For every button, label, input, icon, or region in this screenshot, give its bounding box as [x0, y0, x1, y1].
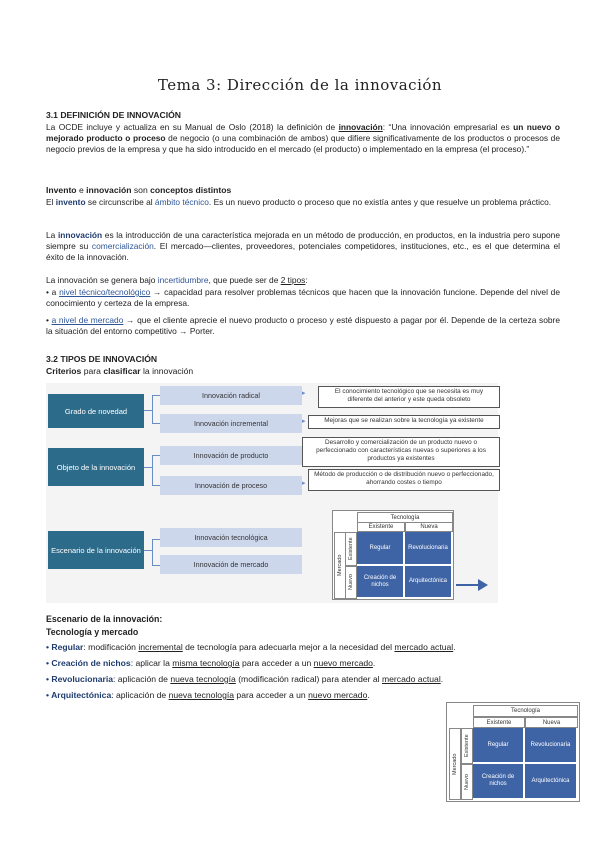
bullet-mercado: [46, 315, 560, 337]
bold-text: conceptos distintos: [150, 185, 232, 195]
matrix-small: [332, 510, 454, 600]
matrix-header-tecnologia: Tecnología: [473, 705, 578, 717]
text: → capacidad para resolver problemas técnicos que hacen que la innovación funcione. Depende del nivel de conocimiento y certeza de la empresa.: [46, 287, 560, 309]
innovation-term: innovación: [338, 122, 383, 132]
text: • a: [46, 287, 60, 297]
arrow-icon: ▸: [302, 480, 306, 487]
text: para: [81, 366, 104, 376]
text: .: [372, 658, 376, 668]
list-item-regular: • Regular: modificación incremental de tecnología para adecuarla mejor a la necesidad del mercado actual.: [46, 642, 456, 652]
connector: [152, 455, 160, 456]
text: , que puede ser de: [208, 275, 281, 285]
list-item-arquitectonica: • Arquitectónica: aplicación de nueva tecnología para acceder a un nuevo mercado.: [46, 690, 370, 700]
highlight-text: incertidumbre: [157, 275, 209, 285]
criterion-grado-novedad: Grado de novedad: [48, 394, 144, 428]
connector: [152, 455, 153, 485]
escenario-heading: Escenario de la innovación:: [46, 614, 163, 624]
arrow-line: [456, 584, 480, 586]
text: (modificación radical) para atender al: [235, 674, 382, 684]
highlight-text: comercialización: [91, 241, 154, 252]
connector: [144, 550, 152, 551]
text: de negocio (o una combinación de ambos) que difiere significativamente de los productos o procesos de negocio previos de la empresa y que ha sido introducido en el mercado (el producto) o implementado en la empresa (el proceso).”: [46, 133, 560, 155]
bold-text: un nuevo o mejorado producto o proceso: [46, 122, 560, 144]
highlight-text: nivel técnico/tecnológico: [59, 287, 151, 297]
term: Creación de nichos: [51, 658, 131, 668]
text: : modificación: [83, 642, 139, 652]
matrix-mercado-label: Mercado: [449, 728, 461, 800]
desc-proceso: Método de producción o de distribución nuevo o perfeccionado, ahorrando costes o tiempo: [308, 469, 500, 491]
matrix-mercado-label: Mercado: [334, 532, 346, 599]
connector: [152, 539, 160, 540]
incertidumbre-paragraph: [46, 275, 560, 286]
invento-paragraph: [46, 197, 560, 208]
bullet-tecnico: [46, 287, 560, 309]
innovacion-term: innovación: [57, 230, 103, 240]
matrix-header-nueva: Nueva: [405, 522, 453, 532]
text: .: [440, 674, 444, 684]
matrix-header-tecnologia: Tecnología: [357, 512, 453, 523]
criterios-subheading: [46, 366, 560, 376]
section-3-2-heading: 3.2 TIPOS DE INNOVACIÓN: [46, 354, 158, 364]
tecnologia-mercado-heading: Tecnología y mercado: [46, 627, 139, 637]
connector: [152, 539, 153, 565]
matrix-header-nueva: Nueva: [525, 717, 578, 728]
text: para acceder a un: [239, 658, 314, 668]
connector: [144, 410, 152, 411]
matrix-cell-revolucionaria: Revolucionaria: [525, 728, 576, 762]
highlight-text: ámbito técnico: [154, 197, 209, 207]
bold-text: clasificar: [103, 366, 141, 376]
bold-text: Invento: [46, 185, 77, 195]
text: la innovación: [140, 366, 194, 376]
term: Revolucionaria: [51, 674, 114, 684]
matrix-header-existente: Existente: [357, 522, 405, 532]
page-title: Tema 3: Dirección de la innovación: [157, 76, 443, 94]
text: : aplicar la: [130, 658, 173, 668]
text: .: [367, 690, 370, 700]
text: para acceder a un: [234, 690, 309, 700]
type-proceso: Innovación de proceso: [160, 476, 302, 495]
connector: [152, 395, 160, 396]
text: : aplicación de: [113, 674, 171, 684]
invento-term: invento: [55, 197, 86, 207]
text: .: [453, 642, 456, 652]
text: . Es un nuevo producto o proceso que no existía antes y que resuelve un problema práctico.: [208, 197, 552, 207]
term: Arquitectónica: [51, 690, 112, 700]
underlined-text: nuevo mercado: [308, 690, 368, 700]
underlined-text: mercado actual: [394, 642, 454, 652]
matrix-cell-arquitectonica: Arquitectónica: [525, 764, 576, 798]
invento-subheading: [46, 185, 560, 195]
underlined-text: nueva tecnología: [170, 674, 236, 684]
connector: [152, 395, 153, 423]
matrix-cell-nichos: Creación de nichos: [357, 566, 403, 597]
arrow-icon: ▸: [302, 418, 306, 425]
criterion-escenario: Escenario de la innovación: [48, 531, 144, 569]
type-tecnologica: Innovación tecnológica: [160, 528, 302, 547]
text: → que el cliente aprecie el nuevo producto o proceso y esté dispuesto a pagar por él. Depende de la certeza sobre la situación del entorno competitivo → Porter.: [46, 315, 560, 337]
text: : aplicación de: [111, 690, 169, 700]
text: son: [131, 185, 151, 195]
matrix-existente-label: Existente: [461, 728, 473, 764]
matrix-large: [446, 702, 580, 802]
underlined-text: 2 tipos: [280, 275, 306, 285]
text: La innovación se genera bajo: [46, 275, 158, 285]
text: e: [76, 185, 87, 195]
list-item-revolucionaria: • Revolucionaria: aplicación de nueva tecnología (modificación radical) para atender al mercado actual.: [46, 674, 444, 684]
text: : “Una innovación empresarial es: [382, 122, 514, 132]
matrix-cell-regular: Regular: [473, 728, 523, 762]
list-item-nichos: • Creación de nichos: aplicar la misma tecnología para acceder a un nuevo mercado.: [46, 658, 376, 668]
connector: [152, 423, 160, 424]
arrow-icon: ▸: [302, 390, 306, 397]
matrix-existente-label: Existente: [345, 532, 357, 566]
matrix-header-existente: Existente: [473, 717, 525, 728]
underlined-text: misma tecnología: [172, 658, 240, 668]
text: La: [46, 230, 58, 240]
matrix-nuevo-label: Nuevo: [461, 764, 473, 800]
criterion-objeto: Objeto de la innovación: [48, 448, 144, 486]
desc-producto: Desarrollo y comercialización de un producto nuevo o perfeccionado con características nuevas o superiores a los productos ya existentes: [302, 437, 500, 467]
text: El: [46, 197, 56, 207]
text: La OCDE incluye y actualiza en su Manual de Oslo (2018) la definición de: [46, 122, 339, 132]
underlined-text: nuevo mercado: [313, 658, 373, 668]
connector: [152, 485, 160, 486]
term: Regular: [51, 642, 84, 652]
text: de tecnología para adecuarla mejor a la necesidad del: [182, 642, 395, 652]
text: •: [46, 315, 52, 325]
underlined-text: nueva tecnología: [168, 690, 235, 700]
underlined-text: incremental: [138, 642, 183, 652]
desc-radical: El conocimiento tecnológico que se necesita es muy diferente del anterior y este queda obsoleto: [318, 386, 500, 408]
text: es la introducción de una característica mejorada en un método de producción, en productos, en la industria pero supone siempre su: [46, 230, 560, 252]
highlight-text: a nivel de mercado: [51, 315, 124, 325]
matrix-cell-nichos: Creación de nichos: [473, 764, 523, 798]
text: . El mercado—clientes, proveedores, potenciales competidores, instituciones, etc., es el que determina el éxito de la innovación.: [46, 241, 560, 263]
connector: [152, 565, 160, 566]
arrow-right-icon: [478, 579, 488, 591]
innovation-types-diagram: [46, 383, 498, 603]
matrix-nuevo-label: Nuevo: [345, 566, 357, 599]
text: se circunscribe al: [85, 197, 155, 207]
section-3-1-heading: 3.1 DEFINICIÓN DE INNOVACIÓN: [46, 110, 181, 120]
type-mercado: Innovación de mercado: [160, 555, 302, 574]
bold-text: innovación: [86, 185, 132, 195]
oecd-definition-paragraph: [46, 122, 560, 156]
text: :: [305, 275, 308, 285]
matrix-cell-revolucionaria: Revolucionaria: [405, 532, 451, 564]
type-producto: Innovación de producto: [160, 446, 302, 465]
type-incremental: Innovación incremental: [160, 414, 302, 433]
underlined-text: mercado actual: [381, 674, 441, 684]
matrix-cell-regular: Regular: [357, 532, 403, 564]
innovacion-paragraph: [46, 230, 560, 264]
type-radical: Innovación radical: [160, 386, 302, 405]
matrix-cell-arquitectonica: Arquitectónica: [405, 566, 451, 597]
desc-incremental: Mejoras que se realizan sobre la tecnología ya existente: [308, 415, 500, 429]
connector: [144, 467, 152, 468]
bold-text: Criterios: [46, 366, 82, 376]
